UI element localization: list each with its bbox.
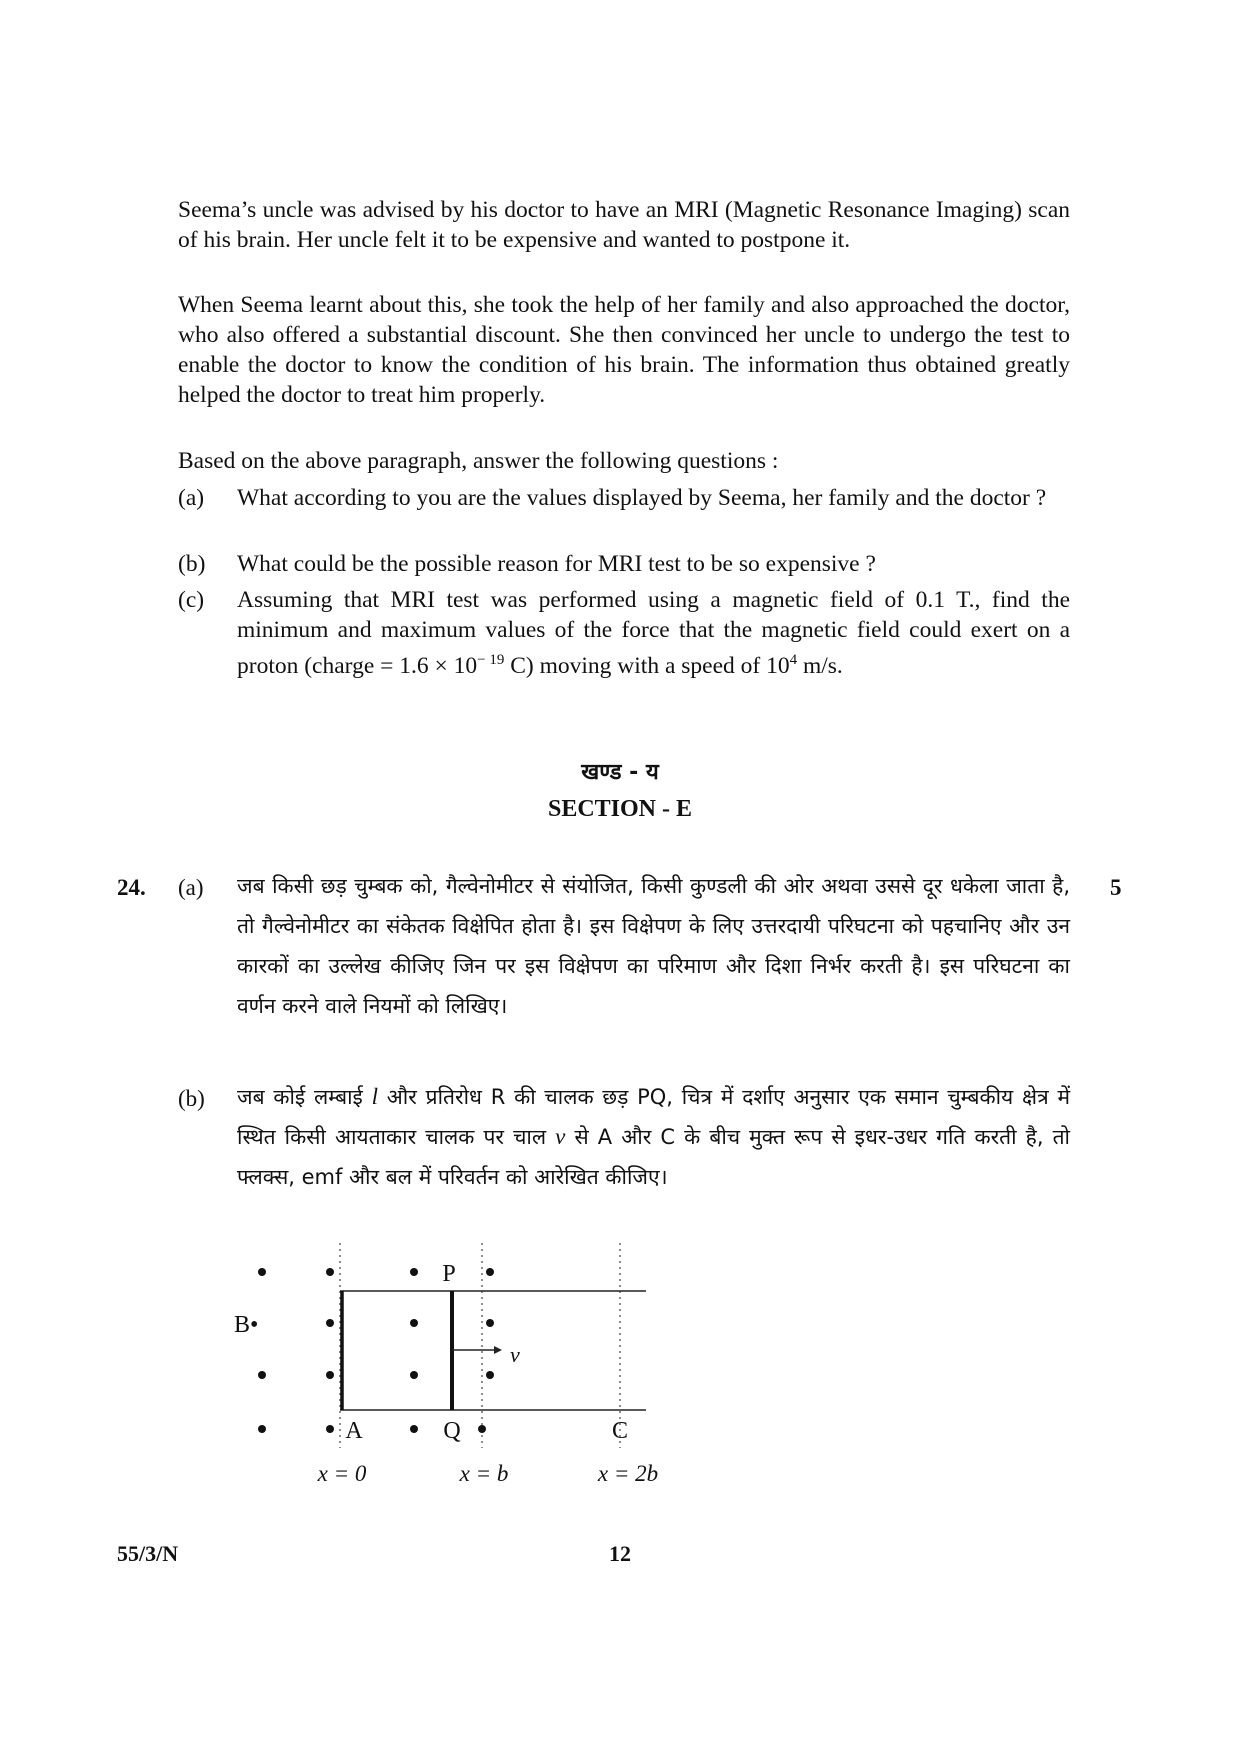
question-c-text: Assuming that MRI test was performed using a magnetic field of 0.1 T., find the minimum and maximum values of the force that the magnetic field could exert on a proton (charge = $1.6 \times 10^{- 19}$ C) moving with a speed of $10^4$ m/s. xyxy=(237,587,1070,679)
label-x0: x = 0 xyxy=(317,1461,367,1486)
exponent-4: 4 xyxy=(789,652,798,668)
field-dot xyxy=(410,1371,418,1379)
field-dot xyxy=(486,1319,494,1327)
field-dot xyxy=(326,1319,334,1327)
question-24a-text: जब किसी छड़ चुम्बक को, गैल्वेनोमीटर से संयोजित, किसी कुण्डली की ओर अथवा उससे दूर धकेला जाता है, तो गैल्वेनोमीटर का संकेतक विक्षेपित होता है। इस विक्षेपण के लिए उत्तरदायी परिघटना को पहचानिए और उन कारकों का उल्लेख कीजिए जिन पर इस विक्षेपण का परिमाण और दिशा निर्भर करती है। इस परिघटना का वर्णन करने वाले नियमों को लिखिए। xyxy=(237,874,1070,1018)
question-b-label: (b) xyxy=(178,551,206,577)
section-heading-hindi: खण्ड - य xyxy=(581,760,659,785)
page-number: 12 xyxy=(609,1541,631,1566)
section-heading-english: SECTION - E xyxy=(547,796,693,822)
intro-paragraph-1: Seema’s uncle was advised by his doctor to have an MRI (Magnetic Resonance Imaging) scan of his brain. Her uncle felt it to be expensive and wanted to postpone it. xyxy=(178,197,1070,253)
question-c-label: (c) xyxy=(178,587,205,613)
field-dot xyxy=(258,1425,266,1433)
guide-lines xyxy=(340,1243,620,1448)
length-symbol: l xyxy=(371,1084,378,1109)
field-dot xyxy=(258,1268,266,1276)
field-dot xyxy=(326,1425,334,1433)
question-24-marks: 5 xyxy=(1110,875,1122,900)
label-q: Q xyxy=(443,1418,461,1444)
question-b-text: What could be the possible reason for MRI test to be so expensive ? xyxy=(237,551,876,577)
label-v: v xyxy=(510,1342,520,1367)
field-dot xyxy=(486,1268,494,1276)
field-dot xyxy=(326,1371,334,1379)
label-xb: x = b xyxy=(459,1461,509,1486)
question-24b-label: (b) xyxy=(178,1086,205,1111)
question-24b-text: जब कोई लम्बाई l और प्रतिरोध R की चालक छड़ PQ, चित्र में दर्शाए अनुसार एक समान चुम्बकीय क्षेत्र में स्थित किसी आयताकार चालक पर चाल v से A और C के बीच मुक्त रूप से इधर-उधर गति करती है, तो फ्लक्स, emf और बल में परिवर्तन को आरेखित कीजिए। xyxy=(237,1084,1071,1189)
label-a: A xyxy=(345,1418,363,1444)
field-dot xyxy=(478,1425,486,1433)
intro-paragraph-3: Based on the above paragraph, answer the following questions : xyxy=(178,448,779,474)
field-dot xyxy=(486,1371,494,1379)
intro-paragraph-2: When Seema learnt about this, she took the help of her family and also approached the doctor, who also offered a substantial discount. She then convinced her uncle to undergo the test to enable the doctor to know the condition of his brain. The information thus obtained greatly helped the doctor to treat him properly. xyxy=(178,292,1070,408)
question-a-text: What according to you are the values displayed by Seema, her family and the doctor ? xyxy=(237,485,1047,511)
question-24a-label: (a) xyxy=(178,875,204,900)
label-x2b: x = 2b xyxy=(597,1461,659,1486)
exponent-minus-19: − 19 xyxy=(477,652,505,668)
field-dot xyxy=(410,1425,418,1433)
speed-symbol: v xyxy=(555,1124,566,1149)
field-dot xyxy=(326,1268,334,1276)
velocity-arrow-head xyxy=(494,1346,502,1354)
field-dot xyxy=(410,1268,418,1276)
question-24-number: 24. xyxy=(117,875,146,900)
paper-code: 55/3/N xyxy=(117,1541,179,1566)
question-a-label: (a) xyxy=(178,485,205,511)
field-dot xyxy=(258,1371,266,1379)
label-b: B• xyxy=(234,1312,259,1338)
label-c: C xyxy=(611,1418,629,1444)
label-p: P xyxy=(442,1261,456,1287)
field-dot xyxy=(410,1319,418,1327)
